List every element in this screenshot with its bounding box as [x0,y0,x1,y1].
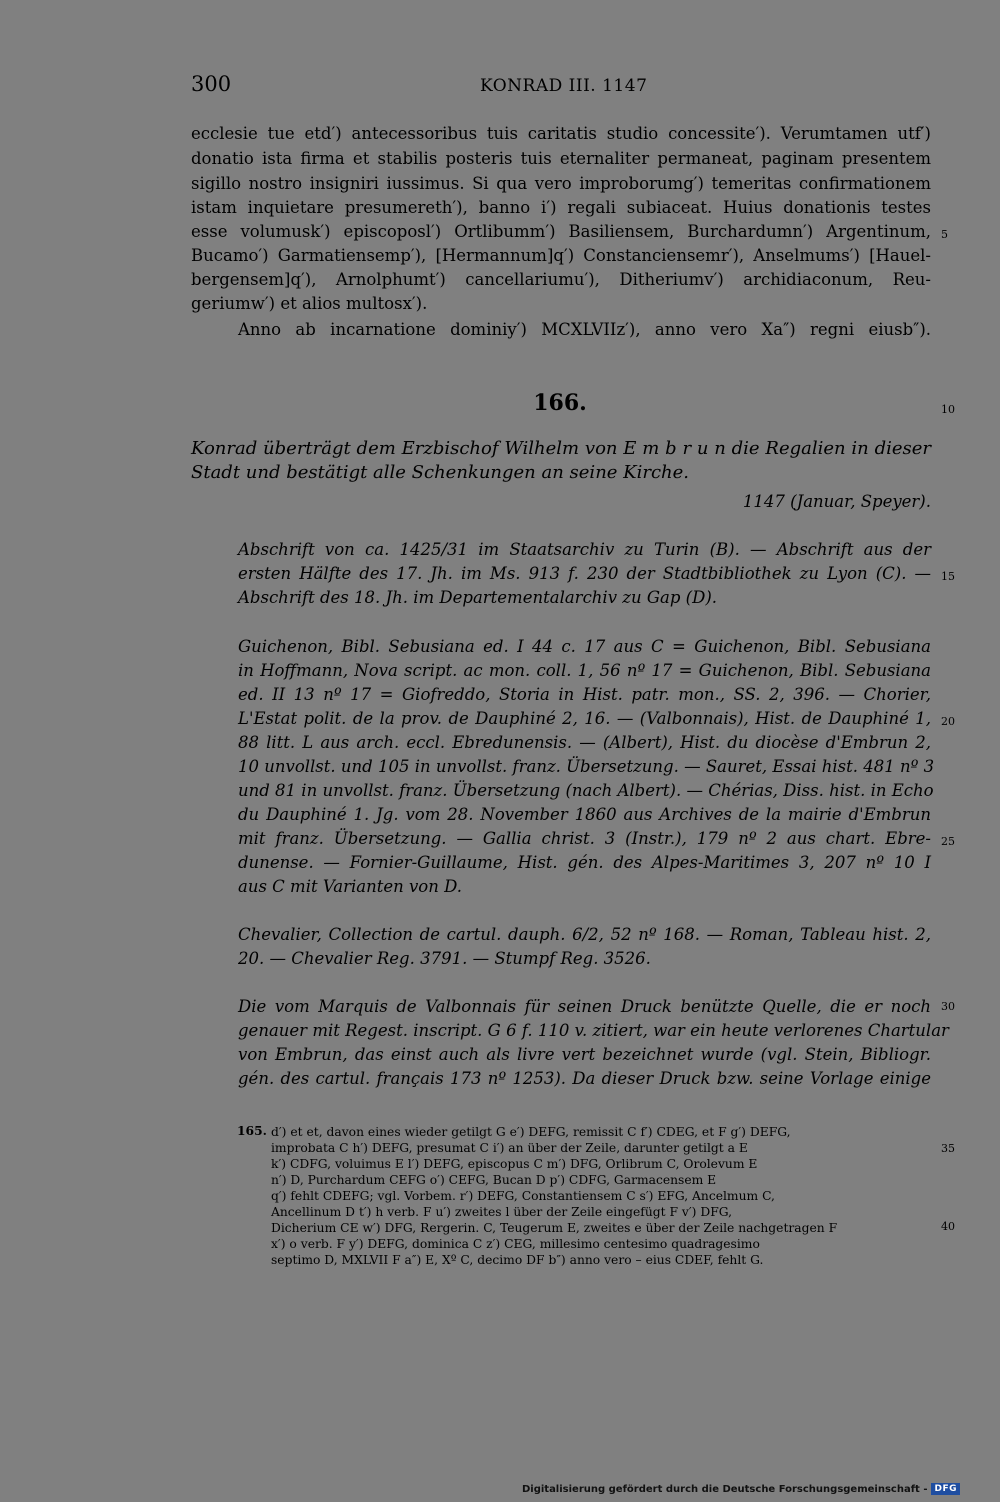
footnote-label: 165. [237,1123,267,1138]
footnote-line: Ancellinum D t′) h verb. F u′) zweites l über der Zeile eingefügt F v′) DFG, [271,1205,733,1219]
page-number: 300 [191,72,232,96]
charter-line: geriumw′) et alios multosx′). [191,294,428,313]
footnote-line: x′) o verb. F y′) DEFG, dominica C z′) CEG, millesimo centesimo quadragesimo [271,1237,760,1251]
footnote-line: q′) fehlt CDEFG; vgl. Vorbem. r′) DEFG, Constantiensem C s′) EFG, Ancelmum C, [271,1189,775,1203]
document-number: 166. [533,390,587,416]
editions-line: L'Estat polit. de la prov. de Dauphiné 2, 16. — (Valbonnais), Hist. de Dauphiné 1, [238,709,931,728]
editions-line: 88 litt. L aus arch. eccl. Ebredunensis. — (Albert), Hist. du diocèse d'Embrun 2, [238,733,931,752]
footnote-line: k′) CDFG, voluimus E l′) DEFG, episcopus C m′) DFG, Orlibrum C, Orolevum E [271,1157,758,1171]
charter-line: esse volumusk′) episcoposl′) Ortlibumm′) Basiliensem, Burchardumn′) Argentinum, [191,222,931,241]
line-number: 30 [941,1000,955,1013]
line-number: 15 [941,570,955,583]
editions-line: du Dauphiné 1. Jg. vom 28. November 1860 aus Archives de la mairie d'Embrun [238,805,931,824]
footnote-line: n′) D, Purchardum CEFG o′) CEFG, Bucan D p′) CDFG, Garmacensem E [271,1173,717,1187]
tradition-line: ersten Hälfte des 17. Jh. im Ms. 913 f. 230 der Stadtbibliothek zu Lyon (C). — [238,564,931,583]
charter-dating-line: Anno ab incarnatione dominiy′) MCXLVIIz′), anno vero Xa″) regni eiusb″). [238,320,931,339]
editions-line: dunense. — Fornier-Guillaume, Hist. gén. des Alpes-Maritimes 3, 207 nº 10 I [238,853,931,872]
line-number: 10 [941,403,955,416]
regest-date-place: 1147 (Januar, Speyer). [742,492,931,511]
commentary-line: gén. des cartul. français 173 nº 1253). Da dieser Druck bzw. seine Vorlage einige [238,1069,931,1088]
dfg-logo-icon: DFG [931,1483,960,1495]
editions-line: ed. II 13 nº 17 = Giofreddo, Storia in Hist. patr. mon., SS. 2, 396. — Chorier, [238,685,931,704]
commentary-line: genauer mit Regest. inscript. G 6 f. 110 v. zitiert, war ein heute verlorenes Chartular [238,1021,949,1040]
editions-line: in Hoffmann, Nova script. ac mon. coll. 1, 56 nº 17 = Guichenon, Bibl. Sebusiana [238,661,931,680]
footer-credit-text: Digitalisierung gefördert durch die Deutsche Forschungsgemeinschaft - [521,1483,928,1495]
footnote-line: improbata C h′) DEFG, presumat C i′) an über der Zeile, darunter getilgt a E [271,1141,748,1155]
regesta-line: 20. — Chevalier Reg. 3791. — Stumpf Reg. 3526. [238,949,651,968]
charter-line: ecclesie tue etd′) antecessoribus tuis caritatis studio concessite′). Verumtamen utf′) [191,124,931,143]
running-head: KONRAD III. 1147 [480,76,648,96]
footnote-line: septimo D, MXLVII F a″) E, Xº C, decimo DF b″) anno vero – eius CDEF, fehlt G. [271,1253,764,1267]
footnote-line: Dicherium CE w′) DFG, Rergerin. C, Teugerum E, zweites e über der Zeile nachgetragen F [271,1221,838,1235]
tradition-line: Abschrift des 18. Jh. im Departementalarchiv zu Gap (D). [238,588,718,607]
charter-line: istam inquietare presumereth′), banno i′) regali subiaceat. Huius donationis testes [191,198,931,217]
commentary-line: Die vom Marquis de Valbonnais für seinen Druck benützte Quelle, die er noch [238,997,931,1016]
charter-line: donatio ista firma et stabilis posteris tuis eternaliter permaneat, paginam presentem [191,149,931,168]
line-number: 35 [941,1142,955,1155]
charter-line: Bucamo′) Garmatiensemp′), [Hermannum]q′) Constanciensemr′), Anselmums′) [Hauel- [191,246,931,265]
footnote-line: d′) et et, davon eines wieder getilgt G e′) DEFG, remissit C f′) CDEG, et F g′) DEFG, [271,1125,791,1139]
line-number: 20 [941,715,955,728]
editions-line: Guichenon, Bibl. Sebusiana ed. I 44 c. 17 aus C = Guichenon, Bibl. Sebusiana [238,637,931,656]
regesta-line: Chevalier, Collection de cartul. dauph. 6/2, 52 nº 168. — Roman, Tableau hist. 2, [238,925,931,944]
editions-line: aus C mit Varianten von D. [238,877,462,896]
regest-line: Stadt und bestätigt alle Schenkungen an seine Kirche. [191,462,690,483]
line-number: 40 [941,1220,955,1233]
editions-line: und 81 in unvollst. franz. Übersetzung (nach Albert). — Chérias, Diss. hist. in Echo [238,781,934,800]
commentary-line: von Embrun, das einst auch als livre vert bezeichnet wurde (vgl. Stein, Bibliogr. [238,1045,931,1064]
editions-line: mit franz. Übersetzung. — Gallia christ. 3 (Instr.), 179 nº 2 aus chart. Ebre- [238,829,931,848]
footer-credit [522,1483,960,1495]
line-number: 25 [941,835,955,848]
editions-line: 10 unvollst. und 105 in unvollst. franz. Übersetzung. — Sauret, Essai hist. 481 nº 3 [238,757,935,776]
charter-line: sigillo nostro insigniri iussimus. Si qua vero improborumg′) temeritas confirmationem [191,174,931,193]
charter-line: bergensem]q′), Arnolphumt′) cancellariumu′), Ditheriumv′) archidiaconum, Reu- [191,270,931,289]
regest-line: Konrad überträgt dem Erzbischof Wilhelm von E m b r u n die Regalien in dieser [191,438,931,459]
tradition-line: Abschrift von ca. 1425/31 im Staatsarchiv zu Turin (B). — Abschrift aus der [238,540,931,559]
line-number: 5 [941,228,948,241]
